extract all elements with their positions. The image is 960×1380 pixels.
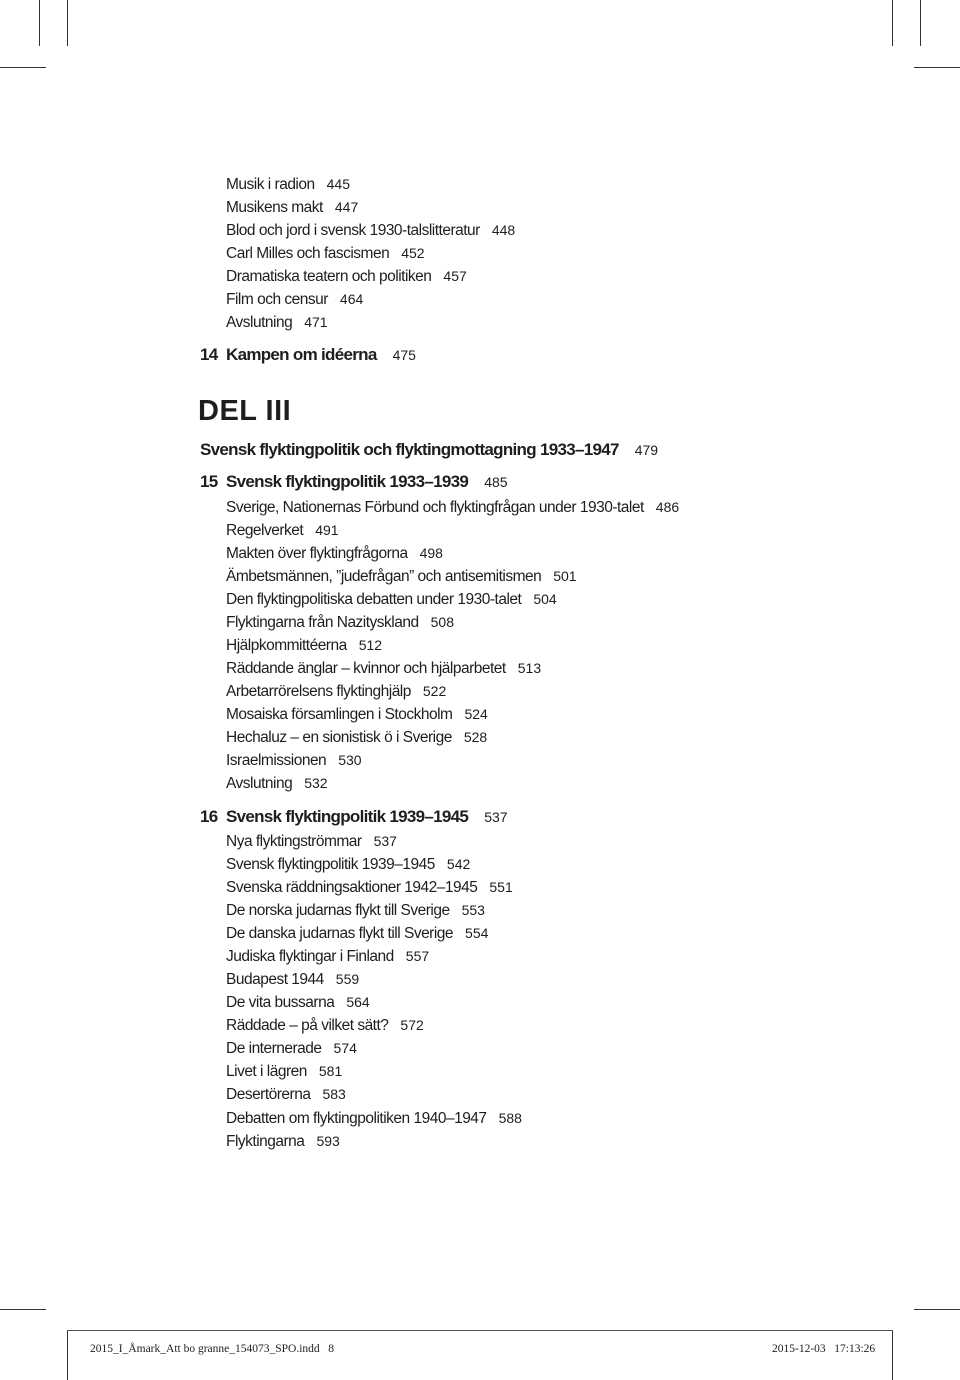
- toc-entry[interactable]: [226, 1039, 357, 1058]
- toc-entry[interactable]: [226, 198, 358, 217]
- toc-entry[interactable]: [226, 855, 470, 874]
- toc-entry-title: Blod och jord i svensk 1930-talslitteratur: [226, 222, 480, 239]
- toc-entry-page: 581: [318, 1063, 343, 1079]
- toc-entry-page: 564: [346, 994, 370, 1010]
- toc-entry-page: 486: [655, 499, 680, 515]
- toc-entry-title: Film och censur: [226, 291, 328, 308]
- toc-entry-title: Makten över flyktingfrågorna: [226, 545, 408, 562]
- toc-entry-page: 464: [339, 291, 364, 307]
- slug-time: 17:13:26: [834, 1343, 876, 1355]
- toc-entry-page: 498: [419, 545, 443, 561]
- toc-entry-title: Avslutning: [226, 775, 293, 792]
- toc-entry-page: 452: [401, 245, 425, 261]
- crop-mark: [0, 1309, 46, 1310]
- toc-entry-title: Sverige, Nationernas Förbund och flyktingfrågan under 1930-talet: [226, 499, 644, 516]
- toc-entry[interactable]: [226, 244, 425, 263]
- toc-entry-title: Budapest 1944: [226, 971, 324, 988]
- toc-entry-title: Dramatiska teatern och politiken: [226, 268, 432, 285]
- toc-entry-page: 447: [334, 199, 359, 215]
- toc-entry[interactable]: [226, 221, 515, 240]
- toc-entry-page: 572: [400, 1017, 424, 1033]
- toc-entry-title: Svenska räddningsaktioner 1942–1945: [226, 879, 478, 896]
- toc-entry-page: 532: [304, 775, 328, 791]
- toc-entry[interactable]: [226, 832, 397, 851]
- toc-entry[interactable]: [226, 613, 454, 632]
- toc-entry-page: 574: [333, 1040, 357, 1056]
- toc-entry-page: 593: [316, 1133, 340, 1149]
- toc-entry-page: 491: [315, 522, 339, 538]
- toc-entry[interactable]: [226, 590, 557, 609]
- part-title: Svensk flyktingpolitik och flyktingmottagning 1933–1947: [200, 440, 619, 459]
- toc-entry-title: Avslutning: [226, 314, 293, 331]
- toc-entry-page: 588: [498, 1110, 522, 1126]
- toc-entry[interactable]: [226, 947, 429, 966]
- toc-entry-page: 583: [322, 1086, 346, 1102]
- toc-entry-page: 457: [443, 268, 467, 284]
- toc-entry-title: De internerade: [226, 1040, 322, 1057]
- toc-entry-title: Israelmissionen: [226, 752, 327, 769]
- toc-entry[interactable]: [226, 924, 488, 943]
- toc-entry-page: 501: [553, 568, 577, 584]
- toc-entry-page: 528: [463, 729, 488, 745]
- chapter-title: Svensk flyktingpolitik 1939–1945: [226, 807, 469, 826]
- toc-entry-title: De norska judarnas flykt till Sverige: [226, 902, 450, 919]
- chapter-page: 485: [484, 474, 508, 490]
- toc-entry[interactable]: [226, 567, 577, 586]
- slug-date: 2015-12-03 17:13:26: [772, 1343, 876, 1355]
- crop-mark: [914, 1309, 960, 1310]
- toc-entry-page: 553: [461, 902, 485, 918]
- toc-entry-title: Mosaiska församlingen i Stockholm: [226, 706, 453, 723]
- toc-chapter-16[interactable]: [200, 808, 508, 826]
- toc-entry-title: Räddade – på vilket sätt?: [226, 1017, 389, 1034]
- toc-entry[interactable]: [226, 901, 485, 920]
- toc-entry-title: Ämbetsmännen, ”judefrågan” och antisemitismen: [226, 568, 542, 585]
- toc-entry[interactable]: [226, 521, 339, 540]
- toc-entry[interactable]: [226, 175, 350, 194]
- toc-entry-title: Carl Milles och fascismen: [226, 245, 390, 262]
- toc-entry-title: De vita bussarna: [226, 994, 335, 1011]
- chapter-number: 15: [200, 472, 218, 491]
- toc-entry-title: Hjälpkommittéerna: [226, 637, 347, 654]
- toc-entry-page: 504: [533, 591, 557, 607]
- chapter-title: Svensk flyktingpolitik 1933–1939: [226, 472, 469, 491]
- toc-entry[interactable]: [226, 267, 467, 286]
- toc-entry[interactable]: [226, 498, 679, 517]
- chapter-title: Kampen om idéerna: [226, 345, 377, 364]
- toc-entry-title: Hechaluz – en sionistisk ö i Sverige: [226, 729, 452, 746]
- chapter-page: 537: [484, 809, 508, 825]
- toc-entry[interactable]: [226, 1062, 342, 1081]
- toc-entry[interactable]: [226, 682, 446, 701]
- toc-entry-page: 557: [405, 948, 430, 964]
- toc-entry[interactable]: [226, 1109, 522, 1128]
- toc-chapter-15[interactable]: [200, 473, 508, 491]
- printer-slug: [67, 1330, 893, 1367]
- toc-entry-page: 559: [335, 971, 360, 987]
- toc-chapter-14[interactable]: [200, 346, 416, 364]
- chapter-page: 475: [392, 347, 416, 363]
- toc-entry-title: Nya flyktingströmmar: [226, 833, 362, 850]
- toc-entry[interactable]: [226, 544, 443, 563]
- toc-entry[interactable]: [226, 970, 359, 989]
- toc-entry-title: De danska judarnas flykt till Sverige: [226, 925, 454, 942]
- toc-entry-title: Arbetarrörelsens flyktinghjälp: [226, 683, 411, 700]
- toc-entry[interactable]: [226, 774, 328, 793]
- toc-entry-page: 508: [430, 614, 454, 630]
- toc-entry-title: Flyktingarna: [226, 1133, 305, 1150]
- toc-entry-page: 445: [326, 176, 350, 192]
- toc-entry-page: 522: [422, 683, 447, 699]
- part-title-entry[interactable]: [200, 441, 658, 459]
- toc-entry-title: Judiska flyktingar i Finland: [226, 948, 394, 965]
- part-heading: DEL III: [198, 395, 292, 427]
- toc-entry[interactable]: [226, 878, 513, 897]
- toc-entry-title: Livet i lägren: [226, 1063, 307, 1080]
- toc-entry-page: 530: [338, 752, 362, 768]
- toc-entry[interactable]: [226, 728, 487, 747]
- toc-entry-title: Debatten om flyktingpolitiken 1940–1947: [226, 1110, 487, 1127]
- toc-entry-title: Den flyktingpolitiska debatten under 1930-talet: [226, 591, 522, 608]
- toc-entry-title: Flyktingarna från Nazityskland: [226, 614, 419, 631]
- toc-entry[interactable]: [226, 290, 363, 309]
- toc-entry[interactable]: [226, 659, 541, 678]
- toc-entry-title: Regelverket: [226, 522, 304, 539]
- toc-entry[interactable]: [226, 1085, 346, 1104]
- toc-entry[interactable]: [226, 636, 382, 655]
- toc-entry[interactable]: [226, 313, 328, 332]
- toc-entry-page: 542: [446, 856, 471, 872]
- part-page: 479: [634, 442, 659, 458]
- toc-entry[interactable]: [226, 993, 370, 1012]
- toc-entry[interactable]: [226, 1132, 340, 1151]
- chapter-number: 16: [200, 807, 218, 826]
- toc-entry[interactable]: [226, 1016, 424, 1035]
- toc-entry-page: 471: [304, 314, 328, 330]
- toc-entry-title: Svensk flyktingpolitik 1939–1945: [226, 856, 435, 873]
- toc-entry[interactable]: [226, 751, 362, 770]
- toc-entry-page: 537: [373, 833, 397, 849]
- chapter-number: 14: [200, 345, 218, 364]
- toc-entry-title: Räddande änglar – kvinnor och hjälparbetet: [226, 660, 506, 677]
- toc-entry-page: 554: [465, 925, 489, 941]
- toc-entry-title: Musikens makt: [226, 199, 323, 216]
- toc-entry-title: Desertörerna: [226, 1086, 311, 1103]
- toc-entry-page: 448: [491, 222, 516, 238]
- slug-page-number: 8: [328, 1343, 335, 1355]
- toc-entry-page: 513: [517, 660, 542, 676]
- toc-entry-page: 524: [464, 706, 488, 722]
- toc-entry-page: 551: [489, 879, 513, 895]
- toc-entry-page: 512: [358, 637, 383, 653]
- toc-entry[interactable]: [226, 705, 488, 724]
- slug-filename: 2015_I_Åmark_Att bo granne_154073_SPO.indd 8: [90, 1343, 335, 1355]
- toc-entry-title: Musik i radion: [226, 176, 315, 193]
